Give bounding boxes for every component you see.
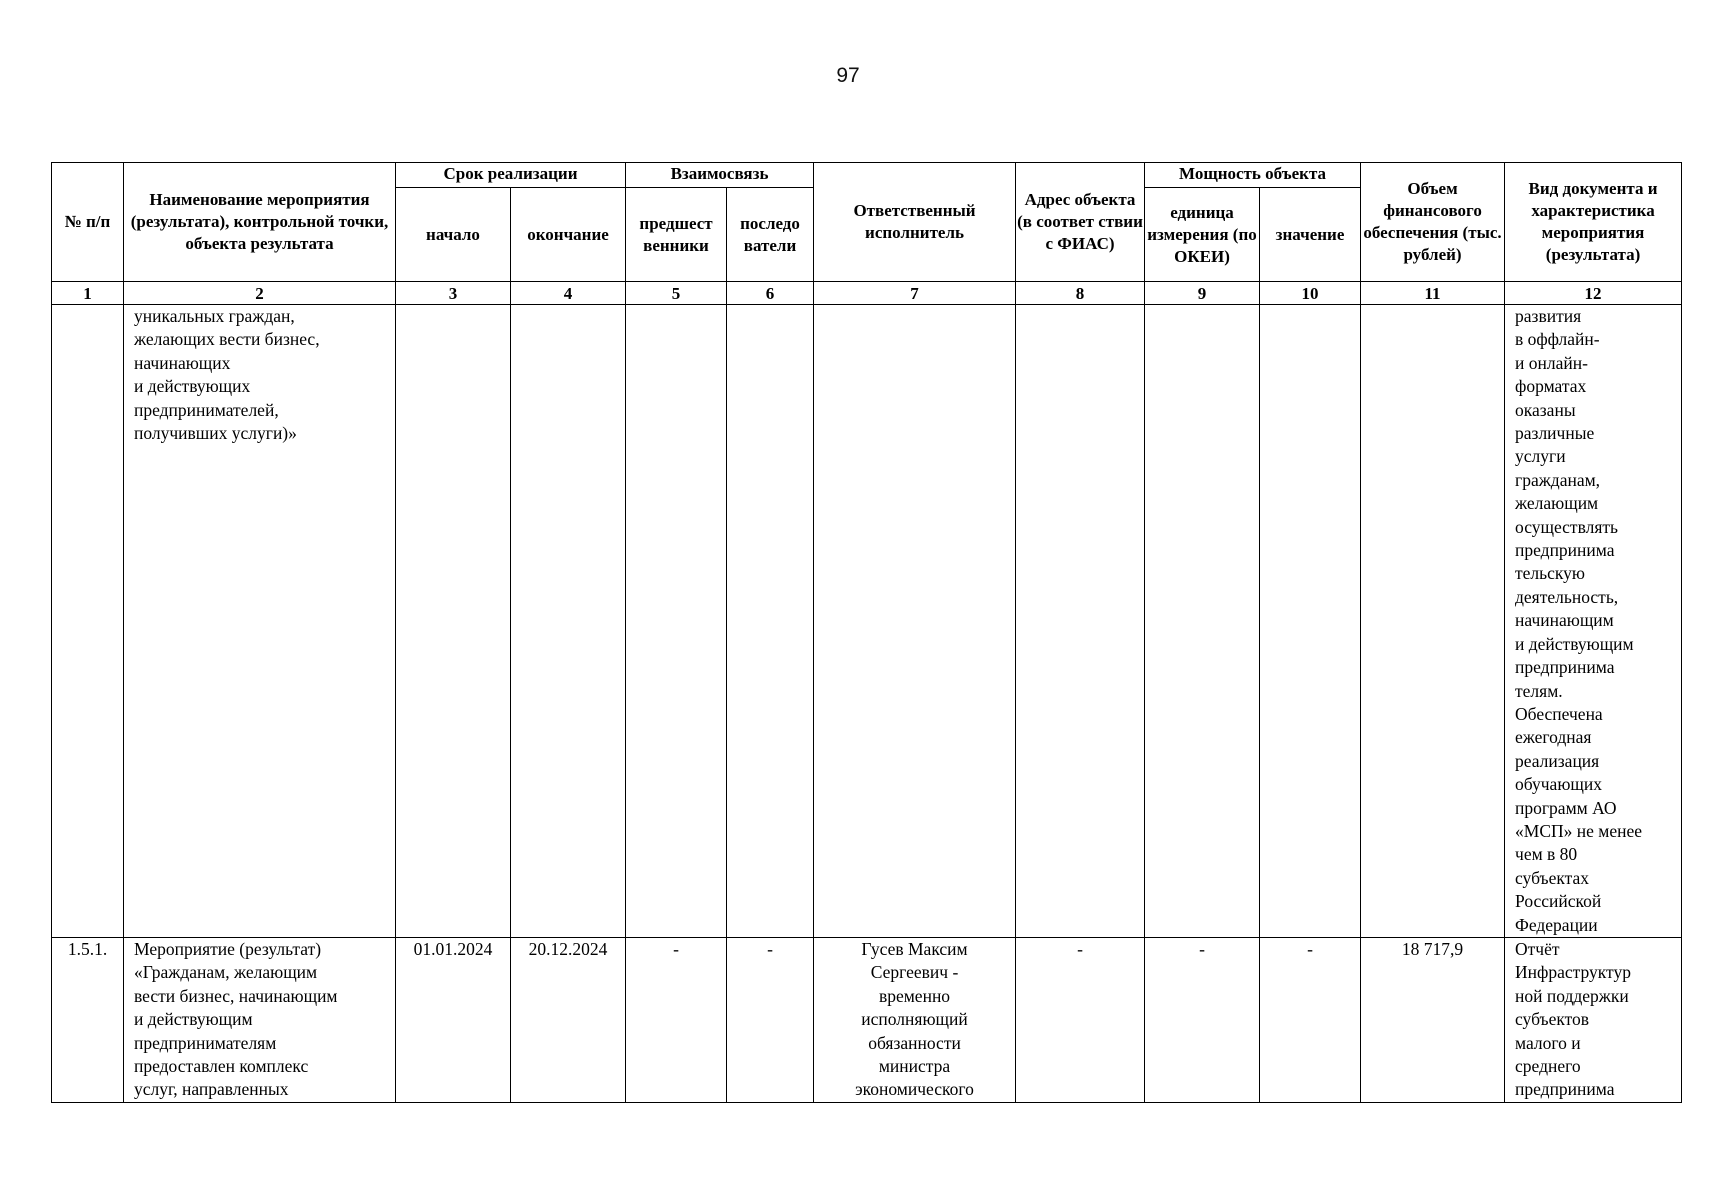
- cell-successors: -: [727, 937, 814, 1102]
- cell-value: -: [1260, 937, 1361, 1102]
- header-row-1: [52, 163, 1682, 188]
- header-successors: последо ватели: [727, 188, 814, 282]
- cell-document: Отчёт Инфраструктур ной поддержки субъектов малого и среднего предпринима: [1505, 937, 1682, 1102]
- column-number: 4: [511, 282, 626, 305]
- column-number: 5: [626, 282, 727, 305]
- column-number: 10: [1260, 282, 1361, 305]
- cell-funding: 18 717,9: [1361, 937, 1505, 1102]
- header-funding: Объем финансового обеспечения (тыс. рублей): [1361, 163, 1505, 282]
- header-num: № п/п: [52, 163, 124, 282]
- header-group-vzaimosvyaz: Взаимосвязь: [626, 163, 814, 188]
- cell-address: -: [1016, 937, 1145, 1102]
- column-number: 7: [814, 282, 1016, 305]
- cell-name: уникальных граждан, желающих вести бизнес, начинающих и действующих предпринимателей, получивших услуги)»: [124, 305, 396, 938]
- column-number: 6: [727, 282, 814, 305]
- cell-num: [52, 305, 124, 938]
- cell-responsible: Гусев Максим Сергеевич - временно исполняющий обязанности министра экономического: [814, 937, 1016, 1102]
- cell-unit: [1145, 305, 1260, 938]
- cell-document: развития в оффлайн- и онлайн- форматах оказаны различные услуги гражданам, желающим осуществлять предпринима тельскую деятельность, начинающим и действующим предпринима телям. Обеспечена ежегодная реализация обучающих программ АО «МСП» не менее чем в 80 субъектах Российской Федерации: [1505, 305, 1682, 938]
- cell-end: 20.12.2024: [511, 937, 626, 1102]
- header-group-moshchnost: Мощность объекта: [1145, 163, 1361, 188]
- cell-name: Мероприятие (результат) «Гражданам, желающим вести бизнес, начинающим и действующим предпринимателям предоставлен комплекс услуг, направленных: [124, 937, 396, 1102]
- header-address: Адрес объекта (в соответ ствии с ФИАС): [1016, 163, 1145, 282]
- header-value: значение: [1260, 188, 1361, 282]
- column-number: 9: [1145, 282, 1260, 305]
- table-row: [52, 305, 1682, 938]
- cell-responsible: [814, 305, 1016, 938]
- header-start: начало: [396, 188, 511, 282]
- cell-unit: -: [1145, 937, 1260, 1102]
- activities-table: [51, 162, 1682, 1103]
- header-group-srok: Срок реализации: [396, 163, 626, 188]
- header-responsible: Ответственный исполнитель: [814, 163, 1016, 282]
- column-number: 3: [396, 282, 511, 305]
- cell-end: [511, 305, 626, 938]
- header-name: Наименование мероприятия (результата), контрольной точки, объекта результата: [124, 163, 396, 282]
- page-number: 97: [836, 64, 860, 87]
- cell-value: [1260, 305, 1361, 938]
- header-predecessors: предшест венники: [626, 188, 727, 282]
- header-document: Вид документа и характеристика мероприятия (результата): [1505, 163, 1682, 282]
- column-number: 1: [52, 282, 124, 305]
- header-end: окончание: [511, 188, 626, 282]
- header-unit: единица измерения (по ОКЕИ): [1145, 188, 1260, 282]
- cell-predecessors: [626, 305, 727, 938]
- cell-address: [1016, 305, 1145, 938]
- cell-successors: [727, 305, 814, 938]
- cell-start: [396, 305, 511, 938]
- column-number: 8: [1016, 282, 1145, 305]
- cell-predecessors: -: [626, 937, 727, 1102]
- column-number: 11: [1361, 282, 1505, 305]
- cell-start: 01.01.2024: [396, 937, 511, 1102]
- column-numbers-row: [52, 282, 1682, 305]
- cell-funding: [1361, 305, 1505, 938]
- column-number: 12: [1505, 282, 1682, 305]
- column-number: 2: [124, 282, 396, 305]
- cell-num: 1.5.1.: [52, 937, 124, 1102]
- table-row: [52, 937, 1682, 1102]
